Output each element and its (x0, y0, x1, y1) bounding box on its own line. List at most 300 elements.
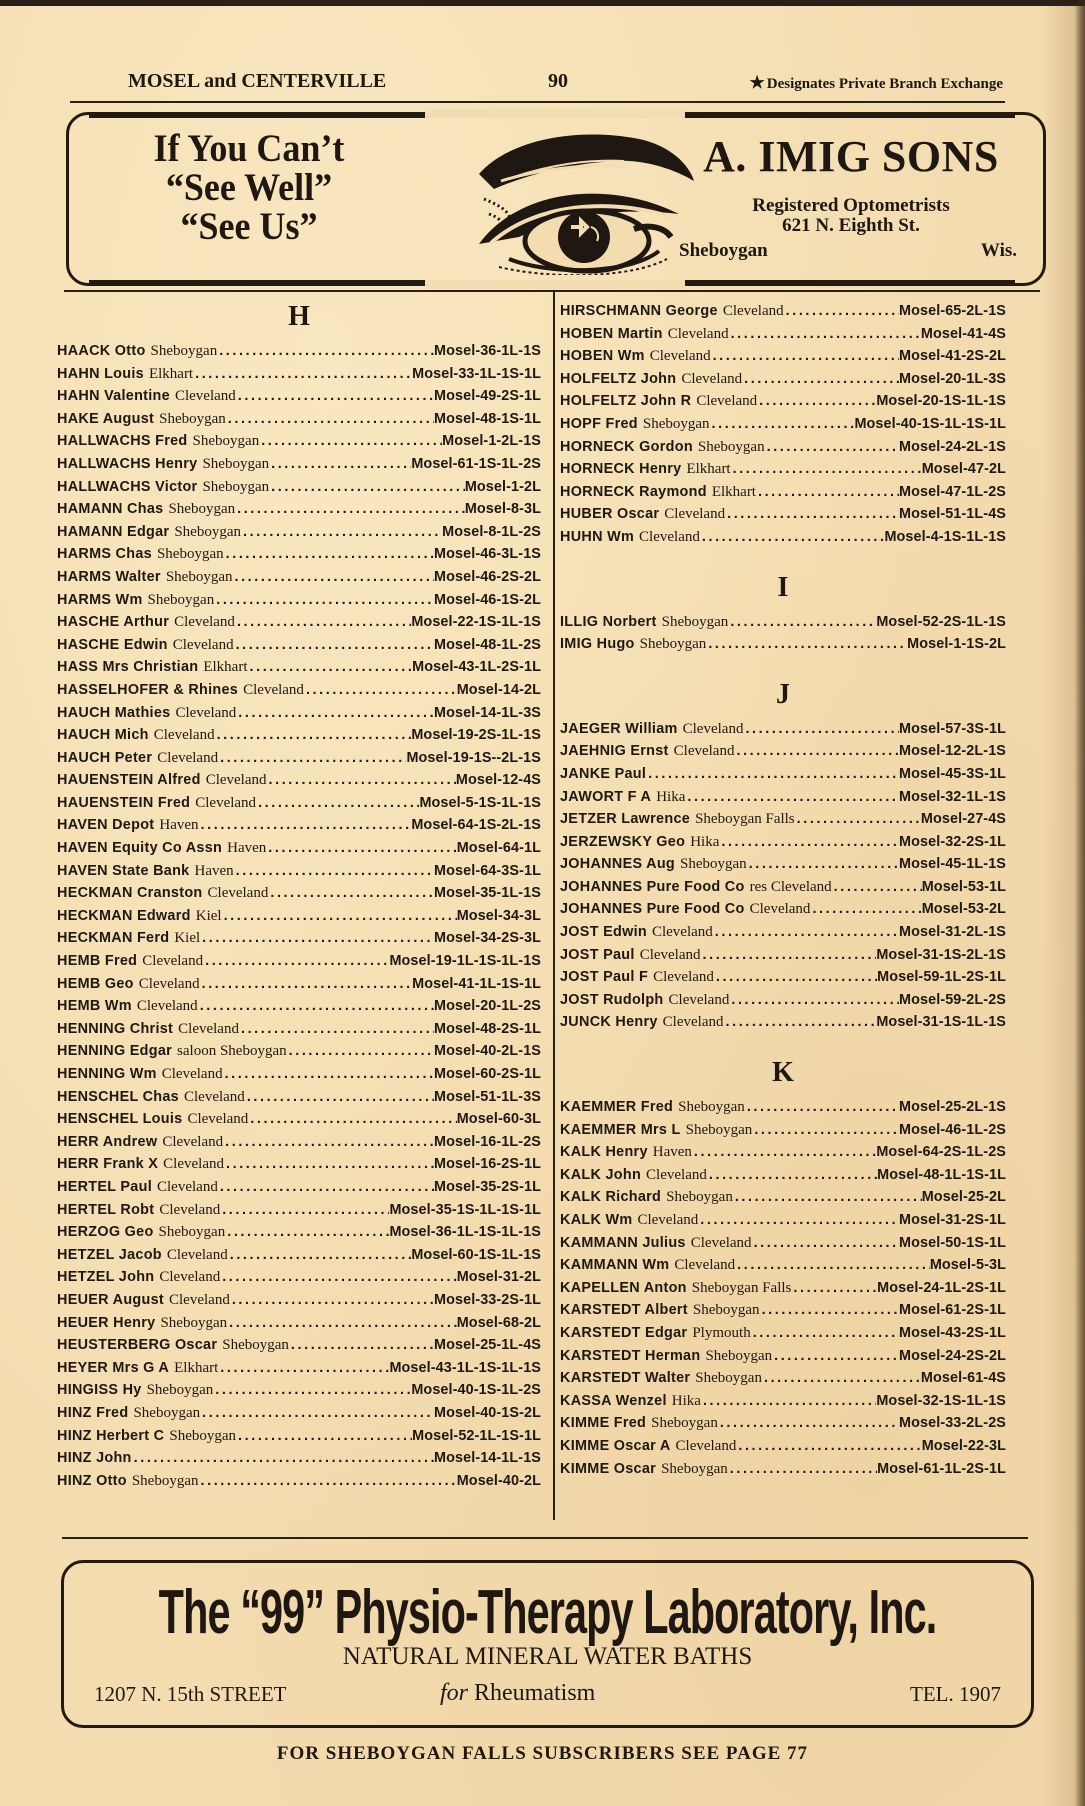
subscriber-town: Haven (652, 1144, 692, 1161)
subscriber-town: Sheboygan (156, 546, 224, 563)
phone-number: Mosel-12-2L-1S (899, 743, 1006, 760)
phone-number: Mosel-16-2S-1L (434, 1156, 541, 1173)
listing-entry (560, 503, 1006, 526)
dot-leader (812, 898, 921, 921)
subscriber-town: Cleveland (187, 1111, 249, 1128)
phone-number: Mosel-51-1L-4S (899, 506, 1006, 523)
phone-number: Mosel-22-3L (921, 1437, 1006, 1454)
dot-leader (200, 995, 434, 1018)
dot-leader (216, 589, 434, 612)
subscriber-name: HAUENSTEIN Fred (57, 794, 191, 811)
subscriber-town: Elkhart (148, 365, 194, 382)
listing-entry (57, 1153, 541, 1176)
subscriber-town: Sheboygan (680, 856, 747, 873)
listing-entry (560, 1186, 1006, 1209)
listing-entry (57, 543, 541, 566)
phone-number: Mosel-36-1L-1S (434, 343, 541, 359)
star-icon: ★ (749, 73, 765, 92)
subscriber-name: HASS Mrs Christian (57, 659, 199, 676)
dot-leader (202, 973, 413, 996)
subscriber-name: HAVEN Depot (57, 817, 155, 834)
dot-leader (700, 1209, 899, 1232)
listing-entry (57, 1266, 541, 1289)
dot-leader (736, 740, 899, 763)
dot-leader (220, 1357, 389, 1380)
phone-number: Mosel-50-1S-1L (899, 1234, 1006, 1251)
page-spine-shadow (1075, 0, 1085, 1806)
phone-number: Mosel-57-3S-1L (899, 720, 1006, 737)
listing-entry (560, 763, 1006, 786)
listing-entry (57, 747, 541, 770)
phone-number: Mosel-40-2L (456, 1472, 541, 1489)
subscriber-town: Sheboygan (202, 455, 270, 472)
dot-leader (226, 1153, 434, 1176)
subscriber-name: HORNECK Gordon (560, 438, 693, 455)
subscriber-name: HENNING Wm (57, 1066, 157, 1082)
subscriber-town: res Cleveland (749, 878, 832, 895)
dot-leader (648, 763, 899, 786)
listing-entry (560, 1412, 1006, 1435)
dot-leader (754, 1119, 899, 1142)
listing-entry (57, 814, 541, 837)
listing-entry (57, 995, 541, 1018)
listing-entry (57, 1402, 541, 1425)
dot-leader (708, 633, 907, 656)
dot-leader (232, 1289, 434, 1312)
subscriber-name: KIMME Oscar (560, 1460, 657, 1477)
phone-number: Mosel-24-2L-1S (899, 438, 1006, 455)
phone-number: Mosel-8-3L (464, 501, 541, 518)
subscriber-name: HOLFELTZ John R (560, 393, 692, 410)
subscriber-town: Hika (656, 788, 686, 805)
dot-leader (730, 611, 876, 634)
listing-entry (57, 702, 541, 725)
dot-leader (250, 1108, 456, 1131)
listing-entry (57, 566, 541, 589)
dot-leader (229, 1312, 457, 1335)
subscriber-town: Sheboygan (147, 591, 215, 608)
ad-frame-bar (89, 113, 425, 118)
dot-leader (237, 498, 465, 521)
ad-purpose-text: Rheumatism (474, 1680, 596, 1706)
listing-entry (560, 1011, 1006, 1034)
listing-entry (560, 368, 1006, 391)
running-header (70, 66, 1005, 96)
phone-number: Mosel-33-2L-2S (899, 1415, 1006, 1432)
dot-leader (219, 340, 434, 363)
listing-entry (57, 1221, 541, 1244)
subscriber-name: HOPF Fred (560, 415, 638, 432)
subscriber-name: HOBEN Martin (560, 325, 663, 342)
dot-leader (250, 656, 413, 679)
phone-number: Mosel-35-1S-1L-1S-1L (389, 1201, 541, 1218)
phone-number: Mosel-24-1L-2S-1L (877, 1279, 1006, 1296)
subscriber-name: HEMB Geo (57, 975, 134, 992)
subscriber-town: Haven (194, 862, 234, 879)
dot-leader (224, 905, 457, 928)
listing-entry (57, 1425, 541, 1448)
phone-number: Mosel-46-3L-1S (434, 546, 541, 563)
dot-leader (731, 323, 921, 346)
subscriber-name: KARSTEDT Edgar (560, 1324, 688, 1341)
phone-number: Mosel-52-2S-1L-1S (876, 613, 1006, 630)
subscriber-town: Cleveland (749, 901, 811, 918)
listing-entry (57, 385, 541, 408)
subscriber-town: Cleveland (668, 991, 730, 1008)
dot-leader (268, 837, 456, 860)
subscriber-name: HUBER Oscar (560, 506, 660, 523)
dot-leader (703, 944, 877, 967)
subscriber-name: HASCHE Edwin (57, 636, 168, 653)
dot-leader (243, 521, 442, 544)
phone-number: Mosel-41-2S-2L (899, 348, 1006, 365)
dot-leader (733, 458, 922, 481)
subscriber-name: JAEGER William (560, 720, 678, 737)
subscriber-town: Cleveland (667, 325, 729, 342)
subscriber-name: HEMB Wm (57, 998, 132, 1015)
subscriber-name: ILLIG Norbert (560, 613, 657, 630)
listing-entry (57, 1244, 541, 1267)
listing-entry (560, 1232, 1006, 1255)
dot-leader (195, 363, 412, 386)
subscriber-town: Plymouth (692, 1324, 751, 1341)
dot-leader (744, 368, 899, 391)
subscriber-town: Haven (159, 817, 199, 834)
phone-number: Mosel-8-1L-2S (442, 523, 541, 540)
listing-entry (57, 837, 541, 860)
listing-entry (57, 927, 541, 950)
listing-entry (57, 860, 541, 883)
dot-leader (715, 921, 899, 944)
subscriber-name: JAEHNIG Ernst (560, 743, 669, 760)
subscriber-name: IMIG Hugo (560, 636, 635, 653)
subscriber-town: Cleveland (157, 749, 219, 766)
subscriber-town: Cleveland (195, 794, 257, 811)
ad-tagline: NATURAL MINERAL WATER BATHS (342, 1643, 753, 1670)
subscriber-town: Sheboygan (678, 1099, 745, 1116)
subscriber-name: KIMME Oscar A (560, 1437, 671, 1454)
physio-therapy-ad (61, 1560, 1034, 1728)
subscriber-name: HAKE August (57, 410, 155, 427)
phone-number: Mosel-64-3S-1L (434, 862, 541, 879)
subscriber-name: HAUCH Mathies (57, 704, 171, 721)
phone-number: Mosel-64-1L (456, 840, 541, 857)
subscriber-name: KAMMANN Julius (560, 1234, 686, 1251)
phone-number: Mosel-35-2S-1L (434, 1178, 541, 1195)
subscriber-town: Cleveland (675, 1437, 737, 1454)
subscriber-name: HERR Frank X (57, 1156, 159, 1173)
listing-entry (560, 458, 1006, 481)
subscriber-town: Sheboygan (222, 1337, 289, 1354)
subscriber-town: Cleveland (142, 953, 204, 970)
listing-entry (57, 656, 541, 679)
dot-leader (786, 300, 899, 323)
subscriber-town: Cleveland (690, 1234, 752, 1251)
subscriber-name: HAUCH Mich (57, 727, 149, 744)
listing-entry (560, 1390, 1006, 1413)
subscriber-town: Cleveland (166, 1246, 228, 1263)
subscriber-name: HEUER Henry (57, 1314, 156, 1331)
subscriber-town: Cleveland (637, 1212, 699, 1228)
dot-leader (797, 808, 921, 831)
subscriber-town: Sheboygan (661, 613, 729, 630)
ad-frame-bar (685, 113, 1015, 118)
dot-leader (241, 1018, 434, 1041)
listing-entry (57, 498, 541, 521)
subscriber-town: Kiel (174, 930, 201, 947)
subscriber-name: JANKE Paul (560, 765, 647, 782)
subscriber-name: KALK John (560, 1166, 642, 1183)
phone-number: Mosel-33-2S-1L (434, 1291, 541, 1308)
subscriber-town: Cleveland (207, 885, 269, 902)
listing-entry (57, 1379, 541, 1402)
dot-leader (727, 503, 899, 526)
subscriber-town: Haven (227, 840, 267, 857)
phone-number: Mosel-32-1L-1S (899, 788, 1006, 805)
subscriber-name: HERZOG Geo (57, 1224, 154, 1241)
subscriber-town: Sheboygan (202, 478, 270, 495)
phone-number: Mosel-14-1L-1S (434, 1450, 541, 1467)
listing-entry (57, 1040, 541, 1063)
subscriber-name: KASSA Wenzel (560, 1392, 667, 1409)
listing-entry (57, 905, 541, 928)
phone-number: Mosel-31-2L (456, 1269, 541, 1286)
subscriber-town: Sheboygan (159, 410, 226, 427)
dot-leader (737, 1254, 930, 1277)
subscriber-town: Cleveland (174, 614, 235, 631)
dot-leader (754, 1232, 899, 1255)
dot-leader (236, 860, 434, 883)
listing-entry (57, 950, 541, 973)
phone-number: Mosel-1-2L (464, 478, 541, 495)
subscriber-town: Cleveland (136, 998, 198, 1015)
subscriber-town: Elkhart (174, 1359, 219, 1376)
subscriber-town: Sheboygan (169, 1427, 237, 1444)
listing-entry (57, 882, 541, 905)
subscriber-name: KAMMANN Wm (560, 1257, 670, 1274)
ad-profession: Registered Optometrists (752, 195, 950, 216)
phone-number: Mosel-25-1L-4S (434, 1337, 541, 1354)
section-gap (560, 549, 1006, 571)
dot-leader (228, 408, 434, 431)
subscriber-town: Sheboygan (705, 1347, 773, 1364)
subscriber-name: HENSCHEL Chas (57, 1088, 179, 1105)
dot-leader (747, 1096, 899, 1119)
dot-leader (694, 1141, 876, 1164)
subscriber-name: HAVEN State Bank (57, 862, 190, 879)
subscriber-name: HENNING Edgar (57, 1043, 173, 1060)
dot-leader (261, 430, 442, 453)
subscriber-town: Sheboygan (146, 1382, 214, 1399)
dot-leader (215, 1379, 411, 1402)
subscriber-town: Sheboygan (642, 415, 710, 432)
phone-number: Mosel-25-2L-1S (899, 1099, 1006, 1116)
subscriber-town: Sheboygan (165, 568, 233, 585)
subscriber-name: JOHANNES Pure Food Co (560, 901, 745, 918)
subscriber-name: KAEMMER Mrs L (560, 1121, 681, 1138)
phone-number: Mosel-51-1L-3S (434, 1088, 541, 1105)
dot-leader (291, 1334, 434, 1357)
listing-bottom-rule (62, 1537, 1028, 1539)
listing-entry (560, 1209, 1006, 1232)
ad-frame-bar (685, 280, 1015, 285)
listing-entry (57, 724, 541, 747)
subscriber-town: Cleveland (651, 924, 713, 941)
listing-entry (560, 413, 1006, 436)
listing-entry (560, 740, 1006, 763)
subscriber-name: HAACK Otto (57, 343, 146, 359)
subscriber-town: Sheboygan (168, 501, 236, 518)
phone-number: Mosel-43-1L-1S-1L-1S (389, 1359, 541, 1376)
left-column (57, 300, 541, 1492)
phone-number: Mosel-19-1L-1S-1L-1S (389, 953, 541, 970)
phone-number: Mosel-4-1S-1L-1S (884, 528, 1006, 545)
subscriber-town: Kiel (195, 907, 222, 924)
listing-entry (560, 390, 1006, 413)
subscriber-name: HETZEL Jacob (57, 1246, 162, 1263)
subscriber-town: Cleveland (157, 1178, 218, 1195)
phone-number: Mosel-53-2L (921, 901, 1006, 918)
listing-entry (57, 408, 541, 431)
subscriber-town: Sheboygan (150, 343, 218, 359)
subscriber-town: Cleveland (653, 969, 714, 986)
dot-leader (738, 1435, 921, 1458)
dot-leader (134, 1447, 434, 1470)
subscriber-name: HINGISS Hy (57, 1382, 142, 1399)
listing-entry (560, 921, 1006, 944)
listing-entry (57, 521, 541, 544)
subscriber-name: JOST Rudolph (560, 991, 664, 1008)
listing-entry (560, 831, 1006, 854)
dot-leader (834, 876, 922, 899)
subscriber-name: HENSCHEL Louis (57, 1111, 183, 1128)
dot-leader (753, 1322, 899, 1345)
subscriber-town: Sheboygan (131, 1472, 199, 1489)
subscriber-name: KARSTEDT Walter (560, 1370, 691, 1387)
phone-number: Mosel-64-2S-1L-2S (876, 1144, 1006, 1161)
dot-leader (289, 1040, 434, 1063)
phone-number: Mosel-19-1S--2L-1S (406, 749, 541, 766)
listing-entry (560, 808, 1006, 831)
ad-street-address: 621 N. Eighth St. (782, 215, 920, 236)
dot-leader (721, 831, 899, 854)
listing-entry (57, 1131, 541, 1154)
subscriber-town: Sheboygan (133, 1404, 201, 1421)
dot-leader (271, 453, 411, 476)
ad-frame-bar (89, 280, 425, 285)
optometrist-ad (66, 112, 1046, 286)
subscriber-name: HASSELHOFER & Rhines (57, 681, 239, 698)
dot-leader (234, 566, 434, 589)
listing-entry (57, 1289, 541, 1312)
subscriber-town: Cleveland (174, 388, 236, 405)
listing-entry (560, 944, 1006, 967)
subscriber-town: Cleveland (722, 303, 784, 319)
subscriber-name: HINZ John (57, 1450, 132, 1467)
listing-entry (560, 1277, 1006, 1300)
subscriber-name: JOHANNES Pure Food Co (560, 878, 745, 895)
subscriber-name: KALK Richard (560, 1189, 662, 1206)
phone-number: Mosel-12-4S (455, 772, 541, 789)
phone-number: Mosel-14-2L (456, 681, 541, 698)
subscriber-town: Cleveland (696, 393, 758, 410)
subscriber-town: Hika (690, 833, 720, 850)
listing-entry (560, 481, 1006, 504)
subscriber-name: KALK Henry (560, 1144, 648, 1161)
ad-purpose (440, 1680, 595, 1707)
subscriber-name: HEUSTERBERG Oscar (57, 1337, 218, 1354)
dot-leader (712, 413, 855, 436)
subscriber-town: Sheboygan (692, 1302, 760, 1319)
subscriber-name: HECKMAN Ferd (57, 930, 170, 947)
subscriber-name: JAWORT F A (560, 788, 652, 805)
phone-number: Mosel-24-2S-2L (899, 1347, 1006, 1364)
phone-number: Mosel-61-4S (920, 1370, 1006, 1387)
dot-leader (270, 882, 434, 905)
phone-number: Mosel-60-2S-1L (434, 1066, 541, 1082)
dot-leader (731, 989, 899, 1012)
listing-entry (560, 786, 1006, 809)
subscriber-town: Sheboygan (651, 1415, 718, 1432)
subscriber-name: JERZEWSKY Geo (560, 833, 686, 850)
phone-number: Mosel-40-2L-1S (434, 1043, 541, 1060)
section-letter: J (776, 678, 790, 710)
subscriber-name: HALLWACHS Henry (57, 455, 198, 472)
listing-entry (560, 876, 1006, 899)
subscriber-town: Sheboygan (685, 1121, 753, 1138)
phone-number: Mosel-41-1L-1S-1L (412, 975, 541, 992)
pbx-legend-text: Designates Private Branch Exchange (766, 76, 1003, 92)
column-divider (553, 292, 555, 1520)
listing-entry (560, 1096, 1006, 1119)
phone-number: Mosel-46-1S-2L (434, 591, 541, 608)
subscriber-town: Cleveland (649, 348, 711, 365)
listing-entry (560, 323, 1006, 346)
subscriber-name: JETZER Lawrence (560, 811, 691, 828)
subscriber-name: HECKMAN Cranston (57, 885, 203, 902)
phone-number: Mosel-36-1L-1S-1L-1S (389, 1224, 541, 1241)
listing-entry (57, 430, 541, 453)
subscriber-town: Cleveland (682, 720, 744, 737)
dot-leader (306, 679, 457, 702)
phone-number: Mosel-49-2S-1L (434, 388, 541, 405)
header-rule (70, 101, 1005, 103)
dot-leader (749, 853, 899, 876)
listing-entry (57, 363, 541, 386)
subscriber-town: Cleveland (163, 1156, 224, 1173)
phone-number: Mosel-47-2L (921, 461, 1006, 478)
phone-number: Mosel-65-2L-1S (899, 303, 1006, 319)
phone-number: Mosel-20-1S-1L-1S (876, 393, 1006, 410)
dot-leader (202, 1402, 434, 1425)
subscriber-name: HARMS Chas (57, 546, 152, 563)
listing-entry (57, 589, 541, 612)
subscriber-town: Cleveland (243, 681, 304, 698)
listing-entry (57, 476, 541, 499)
subscriber-town: Sheboygan (639, 636, 707, 653)
phone-number: Mosel-48-1L-1S-1L (877, 1166, 1006, 1183)
subscriber-town: Sheboygan Falls (691, 1279, 792, 1296)
subscriber-name: HAVEN Equity Co Assn (57, 840, 223, 857)
listing-entry (57, 1312, 541, 1335)
phone-number: Mosel-32-2S-1L (899, 833, 1006, 850)
subscriber-name: HAHN Valentine (57, 388, 170, 405)
subscriber-town: Cleveland (161, 1066, 223, 1082)
subscriber-town: Cleveland (205, 772, 267, 789)
dot-leader (230, 1244, 412, 1267)
dot-leader (793, 1277, 877, 1300)
subscriber-name: HALLWACHS Fred (57, 433, 188, 450)
